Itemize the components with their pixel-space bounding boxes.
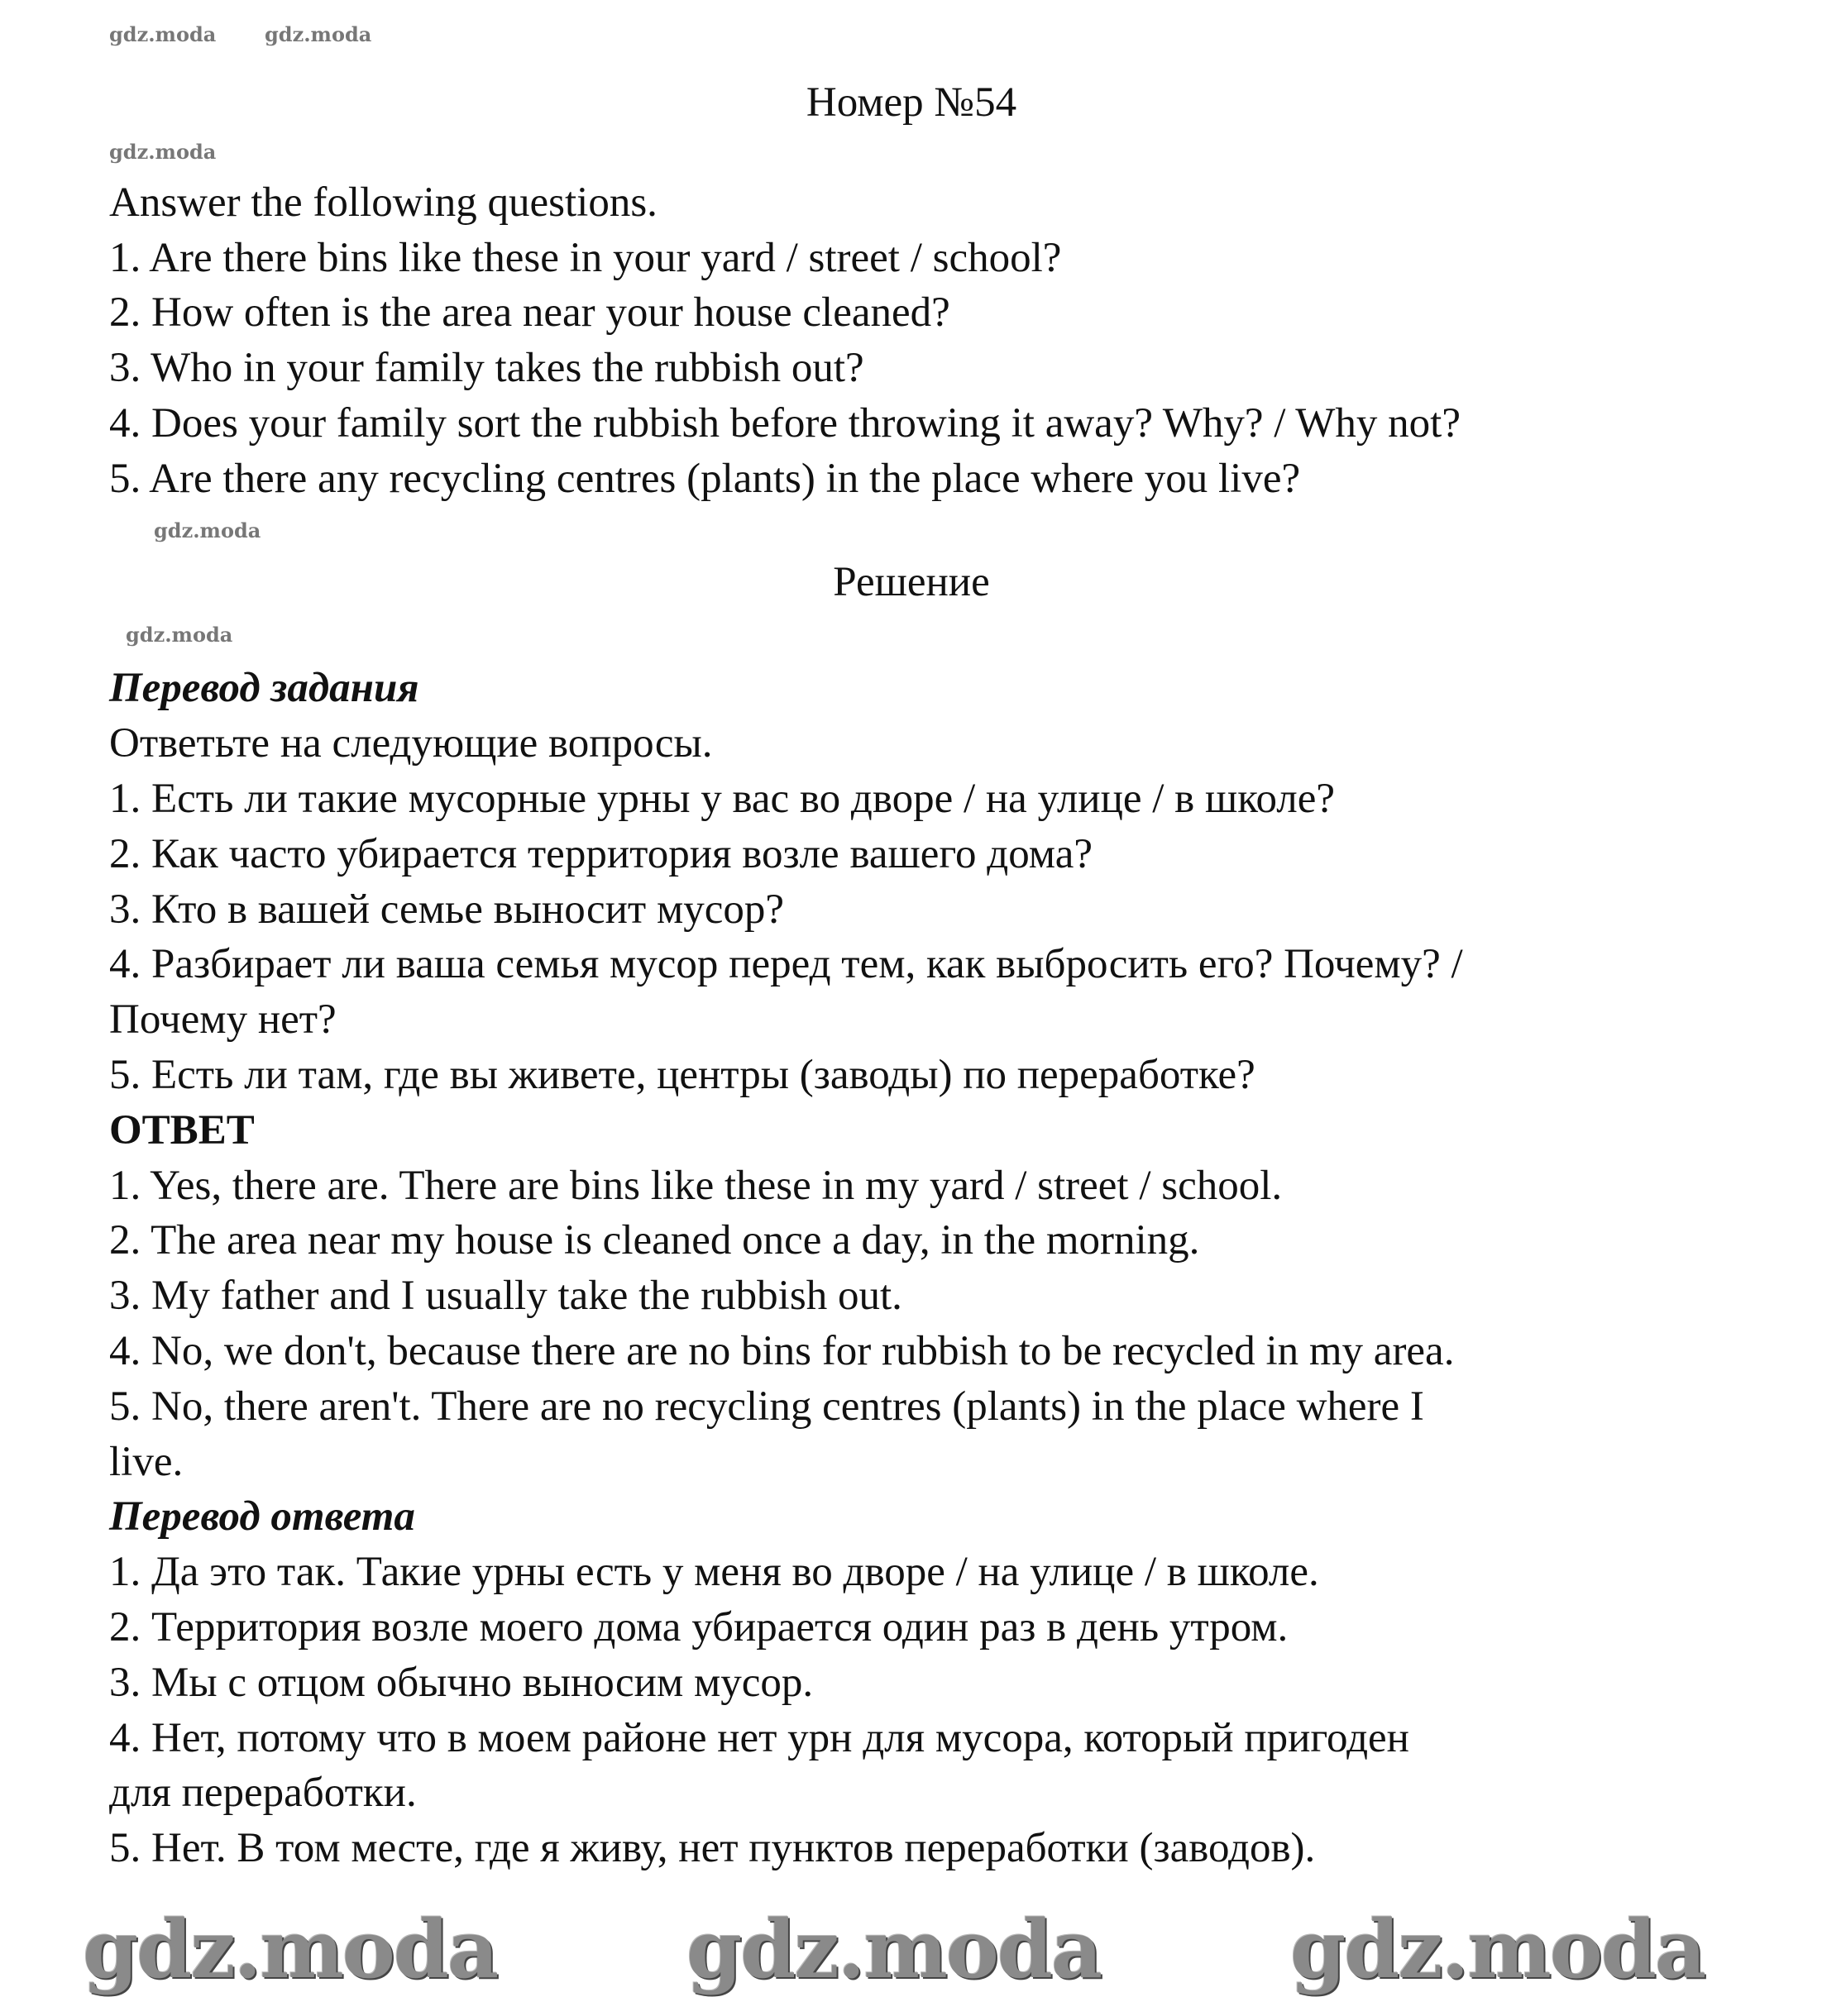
answer-translation-line: 2. Территория возле моего дома убирается один раз в день утром. (109, 1603, 1289, 1651)
watermark-large: gdz.moda (83, 1903, 498, 1996)
task-translation-line: Почему нет? (109, 996, 337, 1044)
answer-line: 4. No, we don't, because there are no bins for rubbish to be recycled in my area. (109, 1327, 1455, 1374)
answer-translation-line: для переработки. (109, 1770, 417, 1817)
answer-translation-heading: Перевод ответа (109, 1493, 415, 1541)
question-3: 3. Who in your family takes the rubbish out? (109, 345, 864, 392)
watermark-small: gdz.moda (154, 518, 261, 542)
watermark-small: gdz.moda (109, 22, 217, 46)
question-5: 5. Are there any recycling centres (plants) in the place where you live? (109, 455, 1301, 502)
answer-translation-line: 3. Мы с отцом обычно выносим мусор. (109, 1659, 814, 1706)
task-intro: Answer the following questions. (109, 179, 658, 226)
answer-heading: ОТВЕТ (109, 1106, 255, 1154)
answer-line: 5. No, there aren't. There are no recycling centres (plants) in the place where I (109, 1383, 1424, 1430)
document-page (109, 75, 1747, 1876)
page-title: Номер №54 (806, 79, 1017, 126)
answer-line: 2. The area near my house is cleaned once a day, in the morning. (109, 1217, 1200, 1264)
task-translation-line: 3. Кто в вашей семье выносит мусор? (109, 886, 784, 933)
answer-translation-line: 5. Нет. В том месте, где я живу, нет пунктов переработки (заводов). (109, 1825, 1316, 1872)
task-translation-line: 2. Как часто убирается территория возле вашего дома? (109, 830, 1093, 877)
task-translation-line: 4. Разбирает ли ваша семья мусор перед тем, как выбросить его? Почему? / (109, 941, 1463, 988)
solution-heading: Решение (833, 558, 990, 605)
watermark-large: gdz.moda (686, 1903, 1102, 1996)
watermark-large: gdz.moda (1290, 1903, 1705, 1996)
task-translation-line: 5. Есть ли там, где вы живете, центры (заводы) по переработке? (109, 1051, 1255, 1098)
task-translation-line: 1. Есть ли такие мусорные урны у вас во дворе / на улице / в школе? (109, 775, 1336, 822)
watermark-small: gdz.moda (109, 140, 217, 164)
answer-line: 3. My father and I usually take the rubbish out. (109, 1273, 902, 1320)
answer-translation-line: 1. Да это так. Такие урны есть у меня во дворе / на улице / в школе. (109, 1549, 1319, 1596)
question-2: 2. How often is the area near your house cleaned? (109, 289, 950, 337)
answer-translation-line: 4. Нет, потому что в моем районе нет урн для мусора, который пригоден (109, 1714, 1409, 1761)
watermark-small: gdz.moda (265, 22, 372, 46)
task-translation-line: Ответьте на следующие вопросы. (109, 720, 713, 767)
watermark-small: gdz.moda (126, 623, 233, 647)
answer-line: 1. Yes, there are. There are bins like these in my yard / street / school. (109, 1162, 1283, 1209)
task-translation-heading: Перевод задания (109, 665, 419, 712)
question-1: 1. Are there bins like these in your yard / street / school? (109, 234, 1062, 281)
question-4: 4. Does your family sort the rubbish before throwing it away? Why? / Why not? (109, 399, 1461, 447)
answer-line: live. (109, 1438, 184, 1485)
